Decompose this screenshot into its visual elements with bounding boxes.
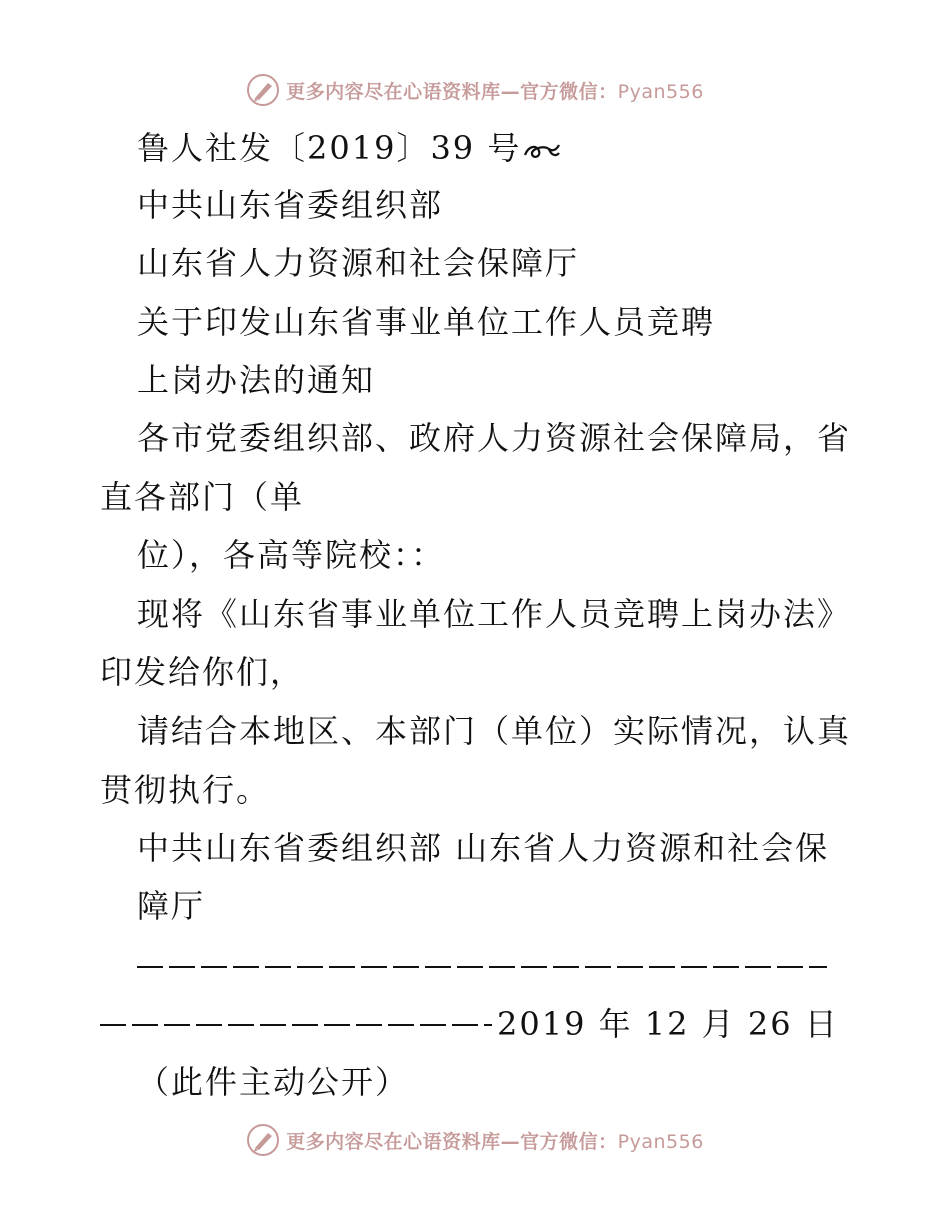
body-line-2: 印发给你们， [100,653,305,691]
title-line-2: 上岗办法的通知 [137,361,376,399]
flourish-icon [523,139,561,163]
signature-line-2: 障厅 [137,887,206,925]
document-date: 2019 年 12 月 26 日 [497,1005,839,1043]
body-line-3: 请结合本地区、本部门（单位）实际情况，认真 [137,712,852,750]
signature-line-1: 中共山东省委组织部 山东省人力资源和社会保 [137,829,830,867]
addressee-line-1: 各市党委组织部、政府人力资源社会保障局，省 [137,419,852,457]
public-note: （此件主动公开） [137,1063,410,1101]
watermark-text: 更多内容尽在心语资料库—官方微信：Pyan556 [286,80,704,103]
addressee-line-2: 直各部门（单 [100,478,305,516]
title-line-1: 关于印发山东省事业单位工作人员竞聘 [137,303,716,341]
watermark-text: 更多内容尽在心语资料库—官方微信：Pyan556 [286,1130,704,1153]
pen-logo-icon [246,73,280,107]
addressee-line-3: 位），各高等院校：： [137,536,446,574]
document-number: 鲁人社发〔2019〕39 号 [137,128,561,168]
issuer-2: 山东省人力资源和社会保障厅 [137,244,580,282]
body-line-1: 现将《山东省事业单位工作人员竞聘上岗办法》 [137,595,852,633]
pen-logo-icon [246,1123,280,1157]
watermark-footer [0,1120,950,1160]
watermark-header [0,70,950,110]
body-line-4: 贯彻执行。 [100,771,271,809]
separator-rule-2 [100,1024,492,1026]
separator-rule-1 [137,966,827,968]
issuer-1: 中共山东省委组织部 [137,186,444,224]
